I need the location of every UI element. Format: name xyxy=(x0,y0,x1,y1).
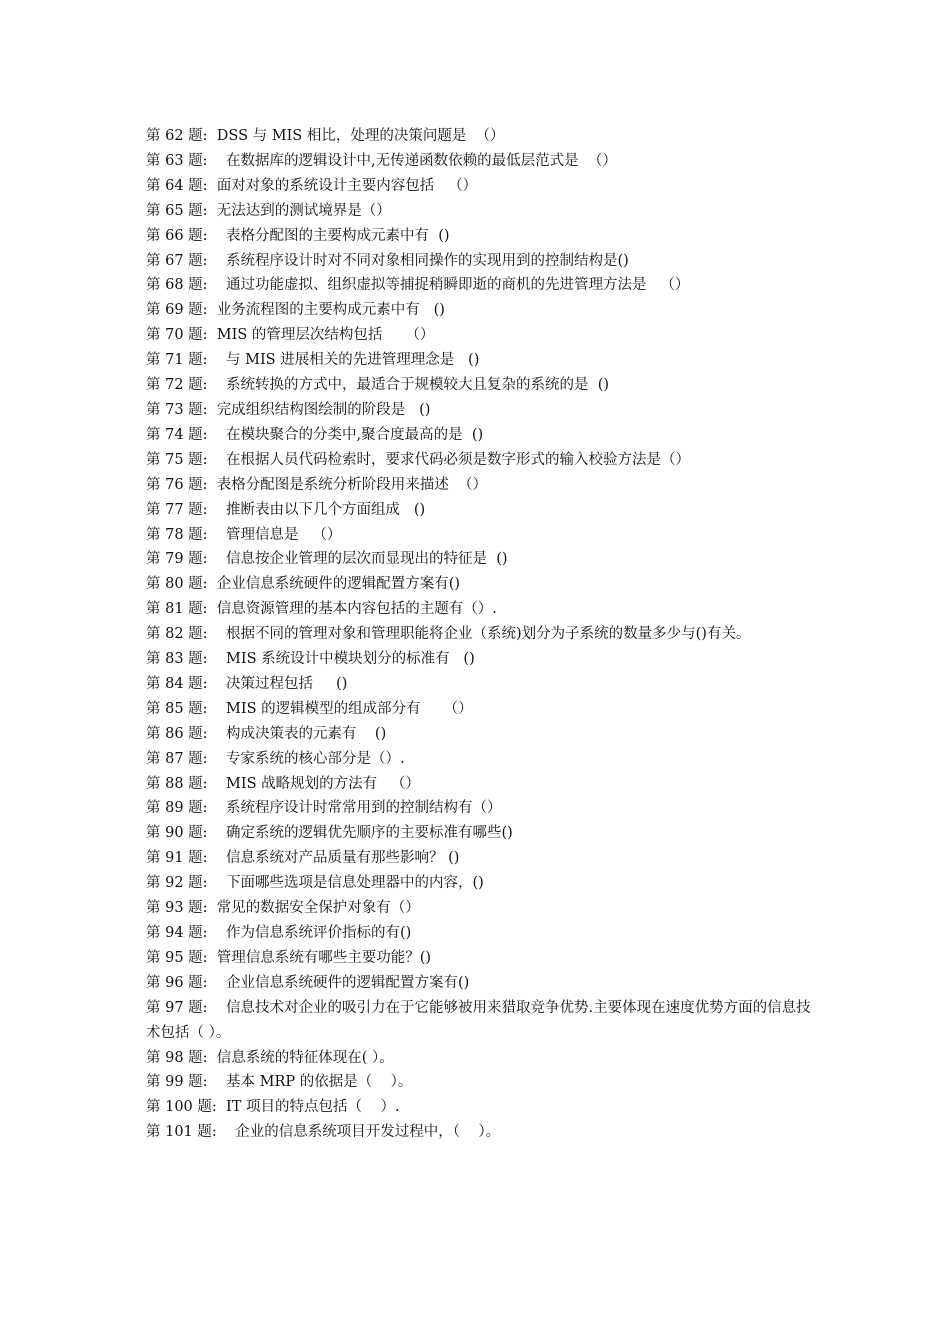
question-86: 第 86 题: 构成决策表的元素有 () xyxy=(146,725,387,742)
question-65: 第 65 题: 无法达到的测试境界是（） xyxy=(146,202,391,219)
question-84: 第 84 题: 决策过程包括 () xyxy=(146,675,348,692)
question-94: 第 94 题: 作为信息系统评价指标的有() xyxy=(146,925,412,941)
question-96: 第 96 题: 企业信息系统硬件的逻辑配置方案有() xyxy=(146,974,470,991)
question-78: 第 78 题: 管理信息是 （） xyxy=(146,526,342,543)
question-83: 第 83 题: MIS 系统设计中模块划分的标准有 () xyxy=(146,651,475,668)
question-101: 第 101 题: 企业的信息系统项目开发过程中，（ ）。 xyxy=(146,1124,501,1141)
question-89: 第 89 题: 系统程序设计时常常用到的控制结构有（） xyxy=(146,800,502,817)
question-67: 第 67 题: 系统程序设计时对不同对象相同操作的实现用到的控制结构是() xyxy=(146,252,629,269)
question-62: 第 62 题: DSS 与 MIS 相比，处理的决策问题是 （） xyxy=(146,128,505,144)
question-74: 第 74 题: 在模块聚合的分类中,聚合度最高的是 () xyxy=(146,426,484,443)
question-70: 第 70 题: MIS 的管理层次结构包括 （） xyxy=(146,327,435,344)
question-98: 第 98 题: 信息系统的特征体现在( ）。 xyxy=(146,1049,394,1066)
question-80: 第 80 题: 企业信息系统硬件的逻辑配置方案有() xyxy=(146,576,461,593)
question-66: 第 66 题: 表格分配图的主要构成元素中有 () xyxy=(146,227,450,244)
question-68: 第 68 题: 通过功能虚拟、组织虚拟等捕捉稍瞬即逝的商机的先进管理方法是 （） xyxy=(146,277,690,294)
question-85: 第 85 题: MIS 的逻辑模型的组成部分有 （） xyxy=(146,700,473,717)
question-69: 第 69 题: 业务流程图的主要构成元素中有 () xyxy=(146,302,445,319)
question-71: 第 71 题: 与 MIS 进展相关的先进管理理念是 () xyxy=(146,352,480,369)
question-list xyxy=(146,124,816,1145)
question-90: 第 90 题: 确定系统的逻辑优先顺序的主要标准有哪些() xyxy=(146,825,513,842)
question-91: 第 91 题: 信息系统对产品质量有那些影响？ () xyxy=(146,850,460,867)
question-87: 第 87 题: 专家系统的核心部分是（）. xyxy=(146,750,405,767)
question-64: 第 64 题: 面对对象的系统设计主要内容包括 （） xyxy=(146,177,478,194)
question-95: 第 95 题: 管理信息系统有哪些主要功能？() xyxy=(146,949,432,966)
question-72: 第 72 题: 系统转换的方式中，最适合于规模较大且复杂的系统的是 () xyxy=(146,377,610,394)
question-99: 第 99 题: 基本 MRP 的依据是（ ）。 xyxy=(146,1074,413,1091)
question-93: 第 93 题: 常见的数据安全保护对象有（） xyxy=(146,900,420,917)
question-92: 第 92 题: 下面哪些选项是信息处理器中的内容，() xyxy=(146,875,484,892)
question-97: 第 97 题: 信息技术对企业的吸引力在于它能够被用来猎取竞争优势.主要体现在速度优势方面的信息技术包括（ ）。 xyxy=(146,999,811,1041)
question-82: 第 82 题: 根据不同的管理对象和管理职能将企业（系统)划分为子系统的数量多少与()有关。 xyxy=(146,626,751,643)
question-100: 第 100 题: IT 项目的特点包括（ ）. xyxy=(146,1099,400,1116)
question-77: 第 77 题: 推断表由以下几个方面组成 () xyxy=(146,501,426,518)
question-88: 第 88 题: MIS 战略规划的方法有 （） xyxy=(146,775,420,792)
question-75: 第 75 题: 在根据人员代码检索时，要求代码必须是数字形式的输入校验方法是（） xyxy=(146,451,690,468)
question-63: 第 63 题: 在数据库的逻辑设计中,无传递函数依赖的最低层范式是 （） xyxy=(146,152,617,169)
question-73: 第 73 题: 完成组织结构图绘制的阶段是 () xyxy=(146,401,431,418)
question-81: 第 81 题: 信息资源管理的基本内容包括的主题有（）. xyxy=(146,601,497,618)
question-79: 第 79 题: 信息按企业管理的层次而显现出的特征是 () xyxy=(146,551,508,568)
question-76: 第 76 题: 表格分配图是系统分析阶段用来描述 （） xyxy=(146,476,487,493)
